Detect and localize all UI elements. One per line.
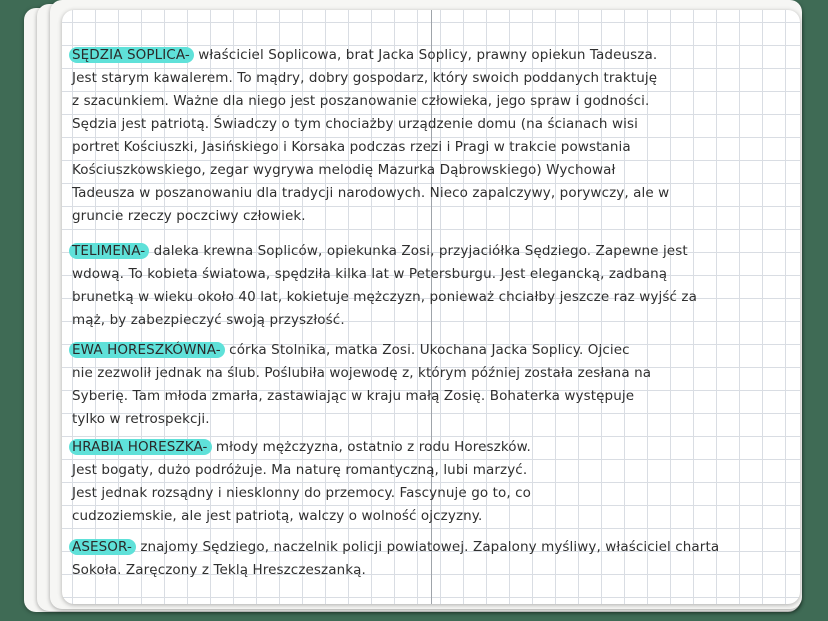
character-name-highlight: EWA HORESZKÓWNA- [69,342,225,358]
note-asesor [72,536,752,582]
character-description: właściciel Soplicowa, brat Jacka Soplicy, prawny opiekun Tadeusza. Jest starym kawalerem. To mądry, dobry gospodarz, który swoich poddanych traktuję z szacunkiem. Ważne dla niego jest poszanowanie człowieka, jego spraw i godności. Sędzia jest patriotą. Świadczy o tym chociażby urządzenie domu (na ścianach wisi portret Kościuszki, Jasińskiego i Korsaka podczas rzezi i Pragi w trakcie powstania Kościuszkowskiego, zegar wygrywa melodię Mazurka Dąbrowskiego) Wychował Tadeusza w poszanowaniu dla tradycji narodowych. Nieco zapalczywy, porywczy, ale w gruncie rzeczy poczciwy człowiek. [72,47,670,224]
character-name-highlight: SĘDZIA SOPLICA- [69,47,194,63]
note-hrabia-horeszka [72,436,752,528]
character-description: znajomy Sędziego, naczelnik policji powiatowej. Zapalony myśliwy, właściciel charta Sokoła. Zaręczony z Teklą Hreszczeszanką. [72,539,720,578]
character-name-highlight: ASESOR- [69,539,136,555]
notebook-page [62,10,800,604]
note-ewa-horeszkowna [72,339,752,431]
character-description: daleka krewna Sopliców, opiekunka Zosi, przyjaciółka Sędziego. Zapewne jest wdową. To kobieta światowa, spędziła kilka lat w Petersburgu. Jest elegancką, zadbaną brunetką w wieku około 40 lat, kokietuje mężczyzn, ponieważ chciałby jeszcze raz wyjść za mąż, by zabezpieczyć swoją przyszłość. [72,243,697,328]
character-name-highlight: HRABIA HORESZKA- [69,439,212,455]
character-description: córka Stolnika, matka Zosi. Ukochana Jacka Soplicy. Ojciec nie zezwolił jednak na ślub. Poślubiła wojewodę z, którym później została zesłana na Syberię. Tam młoda zmarła, zastawiając w kraju małą Zosię. Bohaterka występuje tylko w retrospekcji. [72,342,652,427]
note-sedzia-soplica [72,44,752,228]
character-description: młody mężczyzna, ostatnio z rodu Horeszków. Jest bogaty, dużo podróżuje. Ma naturę romantyczną, lubi marzyć. Jest jednak rozsądny i niesklonny do przemocy. Fascynuje go to, co cudzoziemskie, ale jest patriotą, walczy o wolność ojczyzny. [72,439,532,524]
note-telimena [72,240,752,332]
character-name-highlight: TELIMENA- [69,243,149,259]
